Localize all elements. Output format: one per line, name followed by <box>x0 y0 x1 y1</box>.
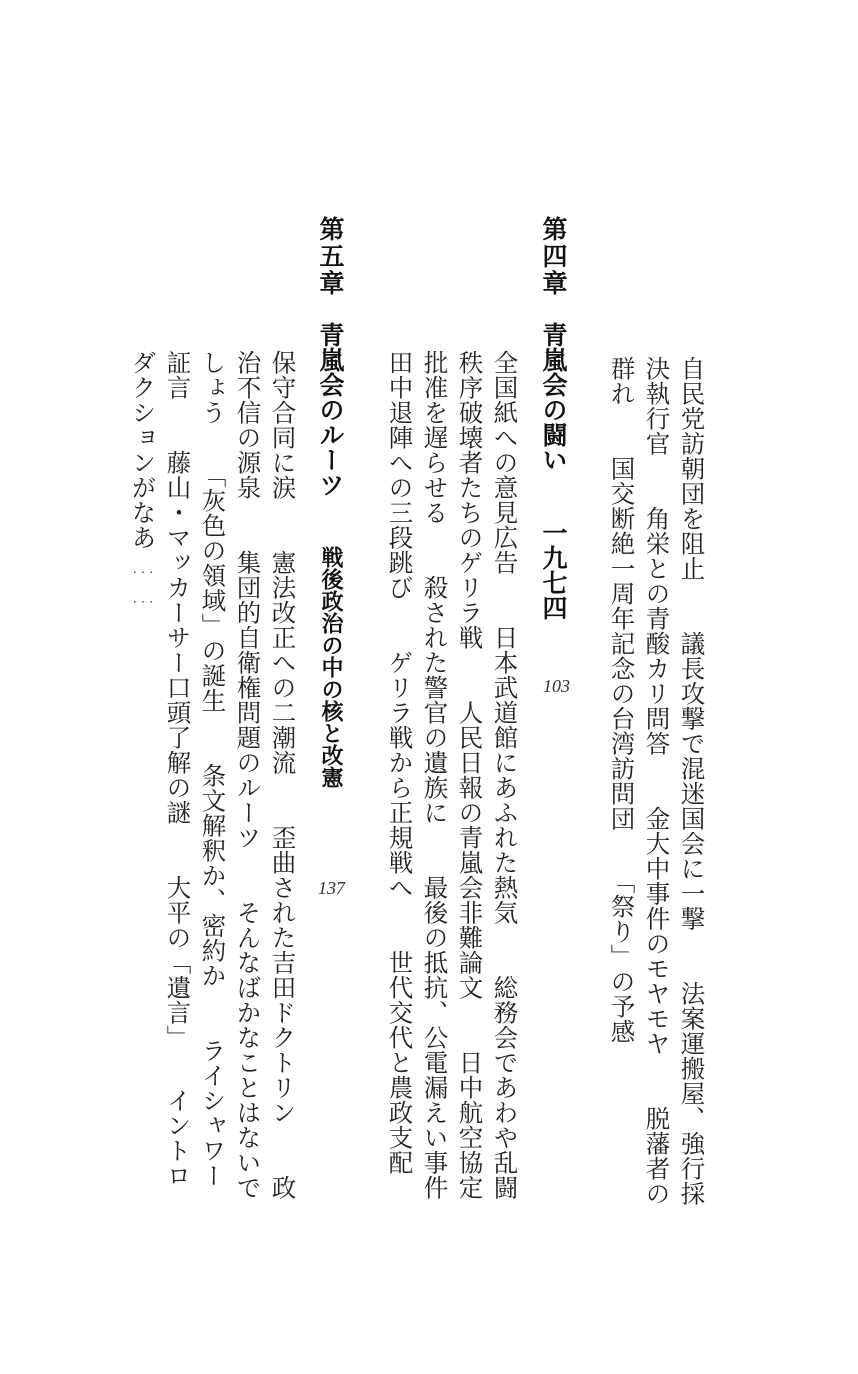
toc-line: 治不信の源泉 集団的自衛権問題のルーツ そんなばかなことはないで <box>233 350 263 1200</box>
chapter-title: 青嵐会のルーツ <box>316 322 345 497</box>
page-number: 137 <box>318 878 345 898</box>
chapter-subtitle: 戦後政治の中の核と改憲 <box>318 546 344 788</box>
chapter-number: 第五章 <box>316 216 345 297</box>
toc-line: 決執行官 角栄との青酸カリ問答 金大中事件のモヤモヤ 脱藩者の <box>642 356 672 1206</box>
toc-line: 保守合同に涙 憲法改正への二潮流 歪曲された吉田ドクトリン 政 <box>268 350 298 1200</box>
toc-line: 批准を遅らせる 殺された警官の遺族に 最後の抵抗、公電漏えい事件 <box>420 350 450 1200</box>
toc-line: ダクションがなあ…… <box>128 350 158 609</box>
toc-line: 群れ 国交断絶一周年記念の台湾訪問団 「祭り」の予感 <box>607 356 637 1044</box>
toc-line: 田中退陣への三段跳び ゲリラ戦から正規戦へ 世代交代と農政支配 <box>385 350 415 1175</box>
chapter-year: 一九七四 <box>539 520 568 620</box>
page-number: 103 <box>543 676 570 696</box>
toc-line: しょう 「灰色の領域」の誕生 条文解釈か、密約か ライシャワー <box>198 350 228 1188</box>
toc-line: 証言 藤山・マッカーサー口頭了解の謎 大平の「遺言」 イントロ <box>163 350 193 1188</box>
toc-line: 秩序破壊者たちのゲリラ戦 人民日報の青嵐会非難論文 日中航空協定 <box>455 350 485 1200</box>
chapter-title: 青嵐会の闘い <box>539 322 568 472</box>
toc-line: 自民党訪朝団を阻止 議長攻撃で混迷国会に一撃 法案運搬屋、強行採 <box>677 356 707 1206</box>
chapter-number: 第四章 <box>539 216 568 297</box>
toc-line: 全国紙への意見広告 日本武道館にあふれた熱気 総務会であわや乱闘 <box>490 350 520 1200</box>
